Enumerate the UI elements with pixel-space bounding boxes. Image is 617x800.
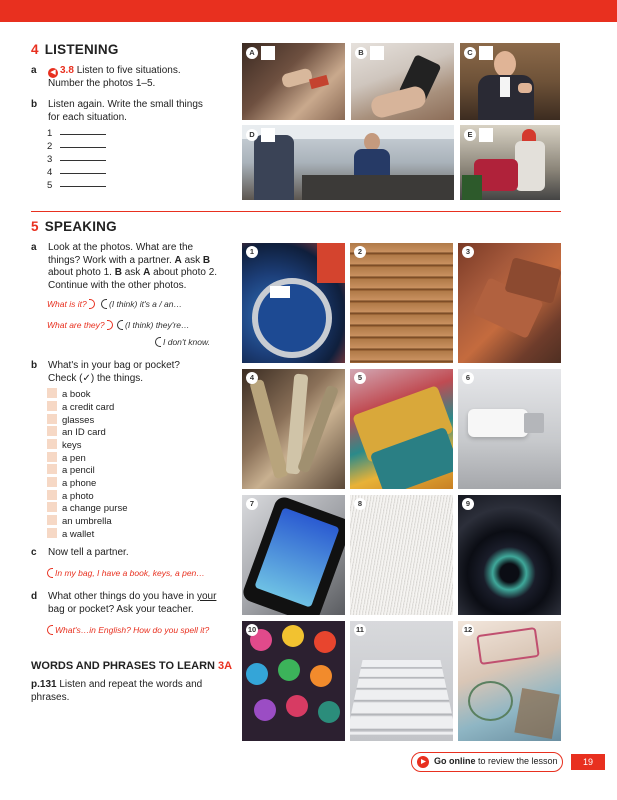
check-item-wallet[interactable]: a wallet — [47, 528, 94, 541]
checkbox[interactable] — [47, 414, 57, 424]
checkbox[interactable] — [47, 439, 57, 449]
checkbox[interactable] — [47, 452, 57, 462]
go-online-button[interactable]: Go online to review the lesson — [411, 752, 563, 772]
section-divider — [31, 211, 561, 212]
page-number: 19 — [571, 754, 605, 770]
photo-10-pens: 10 — [242, 621, 345, 741]
photo-8-paper-stack: 8 — [350, 495, 453, 615]
checkbox[interactable] — [47, 515, 57, 525]
blank-2[interactable]: 2 — [47, 141, 106, 153]
check-item-umbrella[interactable]: an umbrella — [47, 515, 112, 528]
checkbox[interactable] — [47, 502, 57, 512]
blank-1[interactable]: 1 — [47, 128, 106, 140]
photo-c-businessman: C — [460, 43, 560, 120]
photo-3-wallets: 3 — [458, 243, 561, 363]
photo-6-charger-cable: 6 — [458, 369, 561, 489]
listening-item-b: b Listen again. Write the small things for each situation. — [31, 99, 203, 123]
check-item-glasses[interactable]: glasses — [47, 414, 94, 427]
speech-they-are: (I think) they're… — [117, 320, 189, 330]
speech-what-is-it: What is it? — [47, 299, 97, 309]
photo-1-watch: 1 — [242, 243, 345, 363]
check-item-pen[interactable]: a pen — [47, 452, 86, 465]
page-reference-link[interactable]: p.131 — [31, 679, 57, 690]
photo-d-security: D — [242, 125, 454, 200]
checkbox[interactable] — [47, 426, 57, 436]
blank-3[interactable]: 3 — [47, 154, 106, 166]
checkbox[interactable] — [47, 477, 57, 487]
speech-dont-know: I don't know. — [155, 337, 210, 347]
photo-2-books: 2 — [350, 243, 453, 363]
checkbox[interactable] — [47, 528, 57, 538]
photo-7-smartphone: 7 — [242, 495, 345, 615]
photo-5-credit-cards: 5 — [350, 369, 453, 489]
check-item-book[interactable]: a book — [47, 388, 91, 401]
speaking-item-b: b What's in your bag or pocket? Check (✓) the things. — [31, 360, 180, 384]
audio-icon[interactable]: ◀ — [48, 68, 58, 78]
photo-b-phone: B — [351, 43, 454, 120]
speech-what-are-they: What are they? — [47, 320, 115, 330]
speech-whats-in-english: What's…in English? How do you spell it? — [47, 625, 209, 635]
listening-item-a: a ◀ 3.8 Listen to five situations. Number the photos 1–5. — [31, 65, 181, 89]
photo-12-passport-stamps: 12 — [458, 621, 561, 741]
check-item-keys[interactable]: keys — [47, 439, 82, 452]
check-item-change-purse[interactable]: a change purse — [47, 502, 128, 515]
checkbox[interactable] — [47, 464, 57, 474]
speaking-item-a: a Look at the photos. What are the things? Work with a partner. A ask B about photo 1. B ask A about photo 2. Continue with the other photos. — [31, 242, 218, 291]
arrow-cursor-icon — [417, 756, 429, 768]
words-phrases-text: p.131 Listen and repeat the words and phrases. — [31, 679, 203, 703]
listening-heading: 4 LISTENING — [31, 42, 119, 57]
check-item-id-card[interactable]: an ID card — [47, 426, 106, 439]
photo-e-luggage: E — [460, 125, 560, 200]
words-phrases-heading: WORDS AND PHRASES TO LEARN 3A — [31, 660, 233, 672]
photo-11-keyboard: 11 — [350, 621, 453, 741]
speech-in-my-bag: In my bag, I have a book, keys, a pen… — [47, 568, 205, 578]
blank-5[interactable]: 5 — [47, 180, 106, 192]
check-item-pencil[interactable]: a pencil — [47, 464, 95, 477]
checkbox[interactable] — [47, 401, 57, 411]
audio-track[interactable]: 3.8 — [60, 65, 74, 76]
speaking-heading: 5 SPEAKING — [31, 219, 117, 234]
check-item-photo[interactable]: a photo — [47, 490, 94, 503]
checkbox[interactable] — [47, 388, 57, 398]
checkbox[interactable] — [47, 490, 57, 500]
check-item-credit-card[interactable]: a credit card — [47, 401, 114, 414]
speaking-item-c: c Now tell a partner. — [31, 547, 129, 558]
photo-4-keys: 4 — [242, 369, 345, 489]
photo-9-camera-lens: 9 — [458, 495, 561, 615]
speech-it-is: (I think) it's a / an… — [101, 299, 182, 309]
photo-a-payment: A — [242, 43, 345, 120]
speaking-item-d: d What other things do you have in your bag or pocket? Ask your teacher. — [31, 591, 217, 615]
top-red-bar — [0, 0, 617, 22]
check-item-phone[interactable]: a phone — [47, 477, 96, 490]
blank-4[interactable]: 4 — [47, 167, 106, 179]
